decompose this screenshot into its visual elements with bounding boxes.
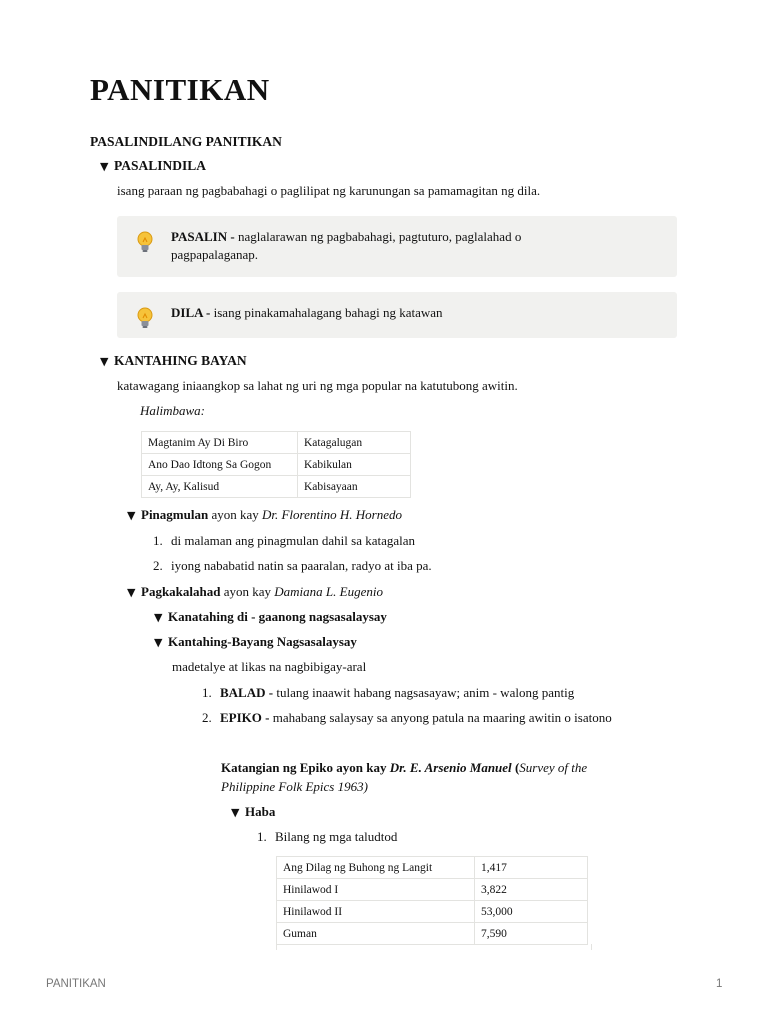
- pinagmulan-label: Pinagmulan: [141, 507, 209, 522]
- list-item-text: di malaman ang pinagmulan dahil sa katagalan: [171, 533, 416, 548]
- pasalindila-definition: isang paraan ng pagbabahagi o paglilipat ng karunungan sa pamamagitan ng dila.: [117, 183, 541, 198]
- callout-dila-term: DILA: [171, 305, 203, 320]
- toggle-triangle-icon: ▼: [154, 636, 163, 649]
- kantahing-bayan-definition: katawagang iniaangkop sa lahat ng uri ng mga popular na katutubong awitin.: [117, 378, 518, 393]
- toggle-triangle-icon: ▼: [154, 611, 163, 624]
- table-cell: Ang Dilag ng Buhong ng Langit: [277, 857, 475, 879]
- examples-table: [141, 431, 411, 498]
- callout-pasalin-term: PASALIN: [171, 229, 228, 244]
- nagsasalaysay-description: madetalye at likas na nagbibigay-aral: [172, 659, 367, 674]
- table-row: [142, 432, 411, 454]
- toggle-triangle-icon: ▼: [100, 355, 109, 368]
- lightbulb-icon: [135, 306, 155, 330]
- table-row: [277, 901, 588, 923]
- list-item-term: BALAD: [220, 685, 266, 700]
- katangian-source-line2: Philippine Folk Epics 1963): [221, 779, 368, 794]
- toggle-kantahing-bayan[interactable]: [100, 353, 247, 369]
- toggle-pasalindila-label: PASALINDILA: [114, 158, 207, 173]
- table-row: [142, 454, 411, 476]
- list-item-text: iyong nababatid natin sa paaralan, radyo at iba pa.: [171, 558, 432, 573]
- section-heading: PASALINDILANG PANITIKAN: [90, 134, 282, 149]
- list-item: 1. BALAD - tulang inaawit habang nagsasayaw; anim - walong pantig: [202, 685, 575, 700]
- toggle-haba[interactable]: [231, 803, 275, 822]
- toggle-triangle-icon: ▼: [100, 160, 109, 173]
- table-row: [142, 476, 411, 498]
- callout-dila-sep: -: [202, 305, 214, 320]
- katangian-heading: [221, 758, 661, 796]
- page-title: PANITIKAN: [90, 72, 270, 107]
- table-cell: Kabisayaan: [298, 476, 411, 498]
- table-cell: Guman: [277, 923, 475, 945]
- toggle-pagkakalahad[interactable]: [127, 583, 383, 602]
- list-item-term: EPIKO: [220, 710, 262, 725]
- callout-dila-text: isang pinakamahalagang bahagi ng katawan: [213, 305, 443, 320]
- epics-table: [276, 856, 588, 945]
- list-item-sep: -: [261, 710, 273, 725]
- example-label: Halimbawa:: [140, 403, 205, 418]
- callout-dila: [117, 292, 677, 338]
- lightbulb-icon: [135, 230, 155, 254]
- toggle-triangle-icon: ▼: [127, 509, 136, 522]
- list-item: 1. di malaman ang pinagmulan dahil sa katagalan: [153, 533, 416, 548]
- pinagmulan-ayon: ayon kay: [208, 507, 262, 522]
- table-cell: 7,590: [475, 923, 588, 945]
- table-cell: 1,417: [475, 857, 588, 879]
- toggle-kanatahing[interactable]: [154, 608, 387, 627]
- pinagmulan-author: Dr. Florentino H. Hornedo: [261, 507, 402, 522]
- toggle-kantahing-bayan-label: KANTAHING BAYAN: [114, 353, 247, 368]
- callout-pasalin-line2: pagpapalaganap.: [171, 247, 258, 262]
- table-cell: Ano Dao Idtong Sa Gogon: [142, 454, 298, 476]
- list-item-text: tulang inaawit habang nagsasayaw; anim - walong pantig: [276, 685, 575, 700]
- table-cell: Kabikulan: [298, 454, 411, 476]
- toggle-triangle-icon: ▼: [231, 806, 240, 819]
- page-number: 1: [716, 978, 723, 990]
- table-cell: Hinilawod I: [277, 879, 475, 901]
- table-cell: Katagalugan: [298, 432, 411, 454]
- toggle-pinagmulan[interactable]: [127, 506, 402, 525]
- toggle-kanatahing-label: Kanatahing di - gaanong nagsasalaysay: [168, 609, 387, 624]
- toggle-nagsasalaysay-label: Kantahing-Bayang Nagsasalaysay: [168, 634, 357, 649]
- list-item: 2. EPIKO - mahabang salaysay sa anyong patula na maaring awitin o isatono: [202, 710, 612, 725]
- table-cell: Ay, Ay, Kalisud: [142, 476, 298, 498]
- callout-pasalin: [117, 216, 677, 277]
- katangian-source-line1: Survey of the: [519, 760, 588, 775]
- table-row: [277, 923, 588, 945]
- table-row: [277, 857, 588, 879]
- list-item: 2. iyong nababatid natin sa paaralan, radyo at iba pa.: [153, 558, 432, 573]
- pagkakalahad-ayon: ayon kay: [220, 584, 275, 599]
- toggle-pasalindila[interactable]: [100, 158, 206, 174]
- table-row: [277, 879, 588, 901]
- list-item-text: Bilang ng mga taludtod: [275, 829, 398, 844]
- toggle-haba-label: Haba: [245, 804, 276, 819]
- table-cell: 53,000: [475, 901, 588, 923]
- pagkakalahad-author: Damiana L. Eugenio: [274, 584, 383, 599]
- toggle-triangle-icon: ▼: [127, 586, 136, 599]
- list-item: 1. Bilang ng mga taludtod: [257, 829, 398, 844]
- list-item-sep: -: [265, 685, 277, 700]
- katangian-author: Dr. E. Arsenio Manuel: [389, 760, 512, 775]
- pagkakalahad-label: Pagkakalahad: [141, 584, 221, 599]
- callout-pasalin-sep: -: [227, 229, 238, 244]
- table-cell: Magtanim Ay Di Biro: [142, 432, 298, 454]
- katangian-prefix: Katangian ng Epiko ayon kay: [221, 760, 390, 775]
- table-cell: 3,822: [475, 879, 588, 901]
- footer-title: PANITIKAN: [46, 978, 106, 990]
- toggle-nagsasalaysay[interactable]: [154, 633, 357, 652]
- table-continuation: [276, 944, 592, 950]
- callout-pasalin-line1: naglalarawan ng pagbabahagi, pagtuturo, paglalahad o: [237, 229, 522, 244]
- katangian-paren: (: [511, 760, 520, 775]
- table-cell: Hinilawod II: [277, 901, 475, 923]
- list-item-text: mahabang salaysay sa anyong patula na maaring awitin o isatono: [272, 710, 612, 725]
